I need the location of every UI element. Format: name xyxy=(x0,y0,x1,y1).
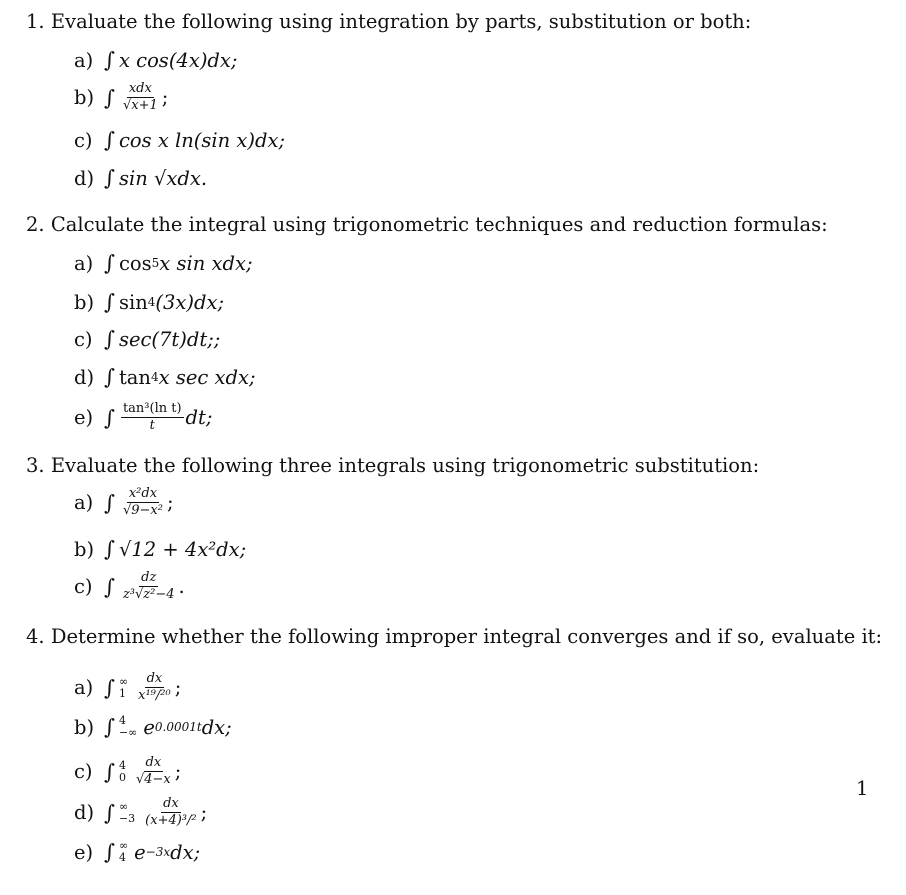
numerator: dx xyxy=(163,796,179,811)
integrand: dx; xyxy=(201,715,232,739)
q1-item-c xyxy=(74,128,285,152)
item-label: a) xyxy=(74,251,94,275)
item-label: d) xyxy=(74,166,95,190)
lower-limit: −3 xyxy=(118,811,136,825)
integrand: x sin xdx; xyxy=(159,251,253,275)
denominator: z³√z²−4 xyxy=(122,587,175,602)
numerator: tan³(ln t) xyxy=(122,401,182,416)
lower-limit: −∞ xyxy=(118,726,138,739)
numerator: dx xyxy=(146,671,163,686)
question-number: 1. xyxy=(26,10,45,33)
q2-item-a: a) ∫ cos 5 x sin xdx; xyxy=(74,251,253,275)
denominator: √4−x xyxy=(135,772,171,787)
fraction xyxy=(134,756,173,787)
integrand: x cos(4x)dx; xyxy=(118,48,238,72)
numerator: dz xyxy=(141,570,157,585)
limits xyxy=(119,760,126,784)
question-text: Evaluate the following three integrals using trigonometric substitution: xyxy=(50,454,760,477)
item-label: b) xyxy=(74,86,95,109)
trailing: ; xyxy=(174,760,182,783)
denominator: √9−x² xyxy=(122,503,163,518)
item-label: a) xyxy=(74,48,94,72)
numerator: x²dx xyxy=(128,486,158,501)
integral-sign: ∫ xyxy=(104,251,115,275)
question-number: 4. xyxy=(26,625,45,648)
question-number: 3. xyxy=(26,454,45,477)
integrand: √12 + 4x²dx; xyxy=(118,537,247,561)
item-label: a) xyxy=(74,676,94,699)
denominator: √x+1 xyxy=(122,98,158,113)
integral-sign: ∫ xyxy=(104,405,115,430)
q2-item-e xyxy=(74,402,212,433)
q4-item-d xyxy=(74,797,207,828)
question-4 xyxy=(26,625,882,648)
integral-sign: ∫ xyxy=(104,166,115,190)
q3-item-a xyxy=(74,487,174,518)
q3-item-c xyxy=(74,571,185,602)
page-number: 1 xyxy=(856,777,869,800)
question-text: Evaluate the following using integration by parts, substitution or both: xyxy=(50,10,752,33)
integrand: x sec xdx; xyxy=(158,365,256,389)
q4-item-c xyxy=(74,756,181,787)
fraction xyxy=(121,487,165,518)
item-label: d) xyxy=(74,365,95,389)
item-label: c) xyxy=(74,327,93,351)
integrand: sin √xdx. xyxy=(118,166,208,190)
integral-sign: ∫ xyxy=(104,128,115,152)
trailing: ; xyxy=(166,491,174,514)
base: e xyxy=(143,715,155,739)
q2-item-c xyxy=(74,327,220,351)
item-label: c) xyxy=(74,128,93,152)
upper-limit: ∞ xyxy=(118,799,129,813)
integral-sign: ∫ xyxy=(104,490,115,515)
trailing: ; xyxy=(200,801,208,824)
integral-sign: ∫ xyxy=(104,327,115,351)
q1-item-a xyxy=(74,48,238,72)
func: tan xyxy=(118,365,151,389)
denominator: t xyxy=(149,418,155,433)
fraction xyxy=(136,672,173,703)
item-label: e) xyxy=(74,840,94,864)
func: cos xyxy=(118,251,152,275)
fraction xyxy=(143,797,198,828)
lower-limit: 4 xyxy=(118,851,126,864)
q1-item-d xyxy=(74,166,207,190)
item-label: c) xyxy=(74,760,93,783)
integrand: cos x ln(sin x)dx; xyxy=(118,128,286,152)
integral-sign: ∫ xyxy=(104,840,115,864)
integral-sign: ∫ xyxy=(104,800,115,825)
fraction xyxy=(121,571,177,602)
lower-limit: 1 xyxy=(118,686,126,700)
q2-item-b: b) ∫ sin 4 (3x)dx; xyxy=(74,290,225,314)
integral-sign: ∫ xyxy=(104,574,115,599)
question-text: Calculate the integral using trigonometric techniques and reduction formulas: xyxy=(50,213,828,236)
item-label: b) xyxy=(74,537,95,561)
lower-limit: 0 xyxy=(118,770,126,784)
integral-sign: ∫ xyxy=(104,675,115,700)
integral-sign: ∫ xyxy=(104,48,115,72)
item-label: c) xyxy=(74,575,93,598)
question-number: 2. xyxy=(26,213,45,236)
limits xyxy=(119,676,128,700)
integral-sign: ∫ xyxy=(104,290,115,314)
question-3 xyxy=(26,454,759,477)
q1-item-b xyxy=(74,82,168,113)
limits xyxy=(119,840,128,864)
integrand: sec(7t)dt;; xyxy=(118,327,221,351)
fraction xyxy=(121,402,184,433)
upper-limit: ∞ xyxy=(118,839,129,852)
fraction xyxy=(121,82,160,113)
upper-limit: 4 xyxy=(118,714,126,727)
integral-sign: ∫ xyxy=(104,715,115,739)
denominator: x¹⁹/²⁰ xyxy=(138,688,171,703)
q4-item-a xyxy=(74,672,181,703)
integral-sign: ∫ xyxy=(104,537,115,561)
integral-sign: ∫ xyxy=(104,365,115,389)
integral-sign: ∫ xyxy=(104,759,115,784)
q2-item-d: d) ∫ tan 4 x sec xdx; xyxy=(74,365,256,389)
question-1 xyxy=(26,10,751,33)
denominator: (x+4)³/² xyxy=(145,813,197,828)
q3-item-b xyxy=(74,537,246,561)
item-label: a) xyxy=(74,491,94,514)
trailing: ; xyxy=(161,86,169,109)
item-label: d) xyxy=(74,801,95,824)
q4-item-e: e) ∫ ∞ 4 e −3x dx; xyxy=(74,839,201,864)
q4-item-b: b) ∫ 4 −∞ e 0.0001t dx; xyxy=(74,714,232,739)
item-label: b) xyxy=(74,715,95,739)
upper-limit: ∞ xyxy=(118,674,129,688)
limits xyxy=(119,801,135,825)
trailing: . xyxy=(178,575,185,598)
base: e xyxy=(134,840,146,864)
numerator: dx xyxy=(145,755,162,770)
numerator: xdx xyxy=(128,81,152,96)
integrand: dx; xyxy=(170,840,201,864)
item-label: e) xyxy=(74,406,94,429)
trailing: dt; xyxy=(185,406,213,429)
upper-limit: 4 xyxy=(118,758,126,772)
integrand: (3x)dx; xyxy=(155,290,225,314)
item-label: b) xyxy=(74,290,95,314)
question-2 xyxy=(26,213,828,236)
func: sin xyxy=(118,290,148,314)
trailing: ; xyxy=(174,676,182,699)
limits xyxy=(119,715,137,739)
question-text: Determine whether the following improper integral converges and if so, evaluate it: xyxy=(50,625,883,648)
integral-sign: ∫ xyxy=(104,85,115,110)
